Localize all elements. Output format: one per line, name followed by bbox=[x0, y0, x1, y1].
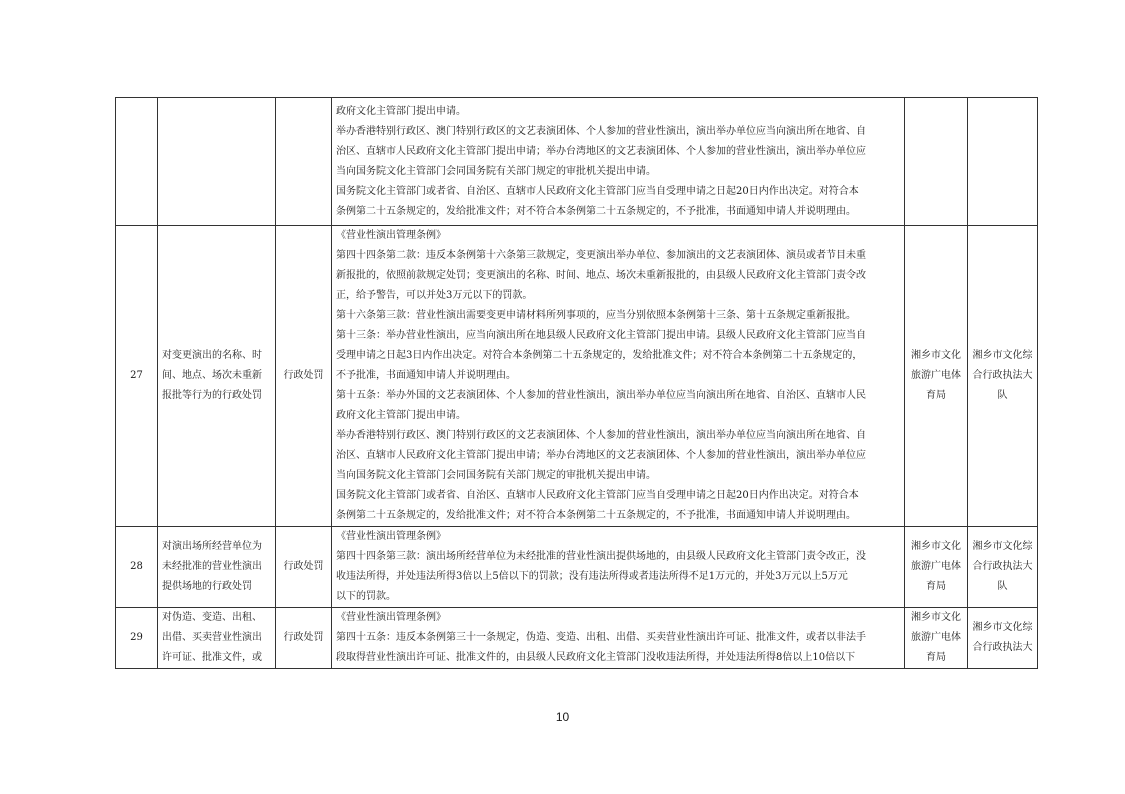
legal-basis-line: 《营业性演出管理条例》 bbox=[336, 230, 446, 241]
enforcement-body-cell bbox=[968, 98, 1038, 226]
legal-basis-line: 第十三条：举办营业性演出，应当向演出所在地县级人民政府文化主管部门提出申请。县级人民政府文化主管部门应当自 bbox=[336, 330, 866, 341]
legal-basis-line: 国务院文化主管部门或者省、自治区、直辖市人民政府文化主管部门应当自受理申请之日起20日内作出决定。对符合本 bbox=[336, 490, 859, 501]
item-name-cell: 对演出场所经营单位为未经批准的营业性演出提供场地的行政处罚 bbox=[158, 527, 276, 608]
legal-basis-line: 政府文化主管部门提出申请。 bbox=[336, 410, 466, 421]
legal-basis-line: 第十六条第三款：营业性演出需要变更申请材料所列事项的，应当分别依照本条例第十三条、第十五条规定重新报批。 bbox=[336, 310, 856, 321]
item-type-cell: 行政处罚 bbox=[276, 527, 332, 608]
responsible-department-cell bbox=[905, 98, 968, 226]
legal-basis-line: 《营业性演出管理条例》 bbox=[336, 612, 446, 623]
table-row bbox=[116, 98, 1038, 226]
legal-basis-line: 国务院文化主管部门或者省、自治区、直辖市人民政府文化主管部门应当自受理申请之日起20日内作出决定。对符合本 bbox=[336, 185, 859, 197]
enforcement-body-cell: 湘乡市文化综合行政执法大队 bbox=[968, 226, 1038, 527]
legal-basis-line: 以下的罚款。 bbox=[336, 591, 396, 602]
page-number: 10 bbox=[555, 710, 570, 724]
enforcement-items-table bbox=[115, 97, 1038, 669]
legal-basis-line: 不予批准，书面通知申请人并说明理由。 bbox=[336, 370, 516, 381]
legal-basis-cell bbox=[332, 608, 905, 669]
legal-basis-line: 《营业性演出管理条例》 bbox=[336, 531, 446, 542]
responsible-department-cell: 湘乡市文化旅游广电体育局 bbox=[905, 527, 968, 608]
table-row bbox=[116, 527, 1038, 608]
legal-basis-line: 治区、直辖市人民政府文化主管部门提出申请；举办台湾地区的文艺表演团体、个人参加的营业性演出，演出举办单位应 bbox=[336, 450, 866, 461]
item-number-cell: 28 bbox=[116, 527, 158, 608]
legal-basis-line: 受理申请之日起3日内作出决定。对符合本条例第二十五条规定的，发给批准文件；对不符合本条例第二十五条规定的， bbox=[336, 350, 863, 361]
legal-basis-line: 条例第二十五条规定的，发给批准文件；对不符合本条例第二十五条规定的，不予批准，书面通知申请人并说明理由。 bbox=[336, 510, 856, 521]
responsible-department-cell: 湘乡市文化旅游广电体育局 bbox=[905, 608, 968, 669]
item-number-cell: 29 bbox=[116, 608, 158, 669]
legal-basis-line: 第四十四条第三款：演出场所经营单位为未经批准的营业性演出提供场地的，由县级人民政府文化主管部门责令改正，没 bbox=[336, 551, 866, 562]
enforcement-body-cell: 湘乡市文化综合行政执法大队 bbox=[968, 527, 1038, 608]
responsible-department-cell: 湘乡市文化旅游广电体育局 bbox=[905, 226, 968, 527]
item-number-cell: 27 bbox=[116, 226, 158, 527]
enforcement-body-cell: 湘乡市文化综合行政执法大 bbox=[968, 608, 1038, 669]
legal-basis-line: 收违法所得，并处违法所得3倍以上5倍以下的罚款；没有违法所得或者违法所得不足1万元的，并处3万元以上5万元 bbox=[336, 571, 848, 582]
legal-basis-line: 第四十五条：违反本条例第三十一条规定，伪造、变造、出租、出借、买卖营业性演出许可证、批准文件，或者以非法手 bbox=[336, 632, 866, 643]
legal-basis-cell bbox=[332, 226, 905, 527]
legal-basis-line: 正，给予警告，可以并处3万元以下的罚款。 bbox=[336, 290, 533, 301]
legal-basis-cell bbox=[332, 98, 905, 226]
legal-basis-line: 当向国务院文化主管部门会同国务院有关部门规定的审批机关提出申请。 bbox=[336, 165, 656, 177]
legal-basis-line: 段取得营业性演出许可证、批准文件的，由县级人民政府文化主管部门没收违法所得，并处违法所得8倍以上10倍以下 bbox=[336, 652, 856, 663]
table-row bbox=[116, 226, 1038, 527]
item-name-cell bbox=[158, 98, 276, 226]
item-type-cell: 行政处罚 bbox=[276, 608, 332, 669]
item-type-cell: 行政处罚 bbox=[276, 226, 332, 527]
legal-basis-line: 新报批的，依照前款规定处罚；变更演出的名称、时间、地点、场次未重新报批的，由县级人民政府文化主管部门责令改 bbox=[336, 270, 866, 281]
legal-basis-line: 条例第二十五条规定的，发给批准文件；对不符合本条例第二十五条规定的，不予批准，书面通知申请人并说明理由。 bbox=[336, 205, 856, 217]
table-row bbox=[116, 608, 1038, 669]
legal-basis-line: 当向国务院文化主管部门会同国务院有关部门规定的审批机关提出申请。 bbox=[336, 470, 656, 481]
legal-basis-line: 政府文化主管部门提出申请。 bbox=[336, 105, 466, 117]
item-type-cell bbox=[276, 98, 332, 226]
legal-basis-line: 治区、直辖市人民政府文化主管部门提出申请；举办台湾地区的文艺表演团体、个人参加的营业性演出，演出举办单位应 bbox=[336, 145, 866, 157]
legal-basis-line: 举办香港特别行政区、澳门特别行政区的文艺表演团体、个人参加的营业性演出，演出举办单位应当向演出所在地省、自 bbox=[336, 430, 866, 441]
legal-basis-line: 第四十四条第二款：违反本条例第十六条第三款规定，变更演出举办单位、参加演出的文艺表演团体、演员或者节目未重 bbox=[336, 250, 866, 261]
legal-basis-cell bbox=[332, 527, 905, 608]
item-number-cell bbox=[116, 98, 158, 226]
legal-basis-line: 第十五条：举办外国的文艺表演团体、个人参加的营业性演出，演出举办单位应当向演出所在地省、自治区、直辖市人民 bbox=[336, 390, 866, 401]
table-body bbox=[116, 98, 1038, 669]
legal-basis-line: 举办香港特别行政区、澳门特别行政区的文艺表演团体、个人参加的营业性演出，演出举办单位应当向演出所在地省、自 bbox=[336, 125, 866, 137]
item-name-cell: 对伪造、变造、出租、出借、买卖营业性演出许可证、批准文件，或 bbox=[158, 608, 276, 669]
item-name-cell: 对变更演出的名称、时间、地点、场次未重新报批等行为的行政处罚 bbox=[158, 226, 276, 527]
